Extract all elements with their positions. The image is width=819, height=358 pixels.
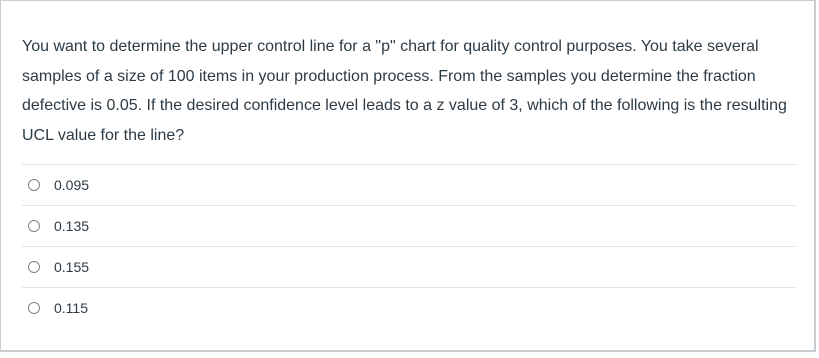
answer-label: 0.155 [54, 259, 90, 275]
radio-button[interactable] [28, 261, 40, 273]
answer-option-4[interactable] [22, 287, 796, 328]
answer-option-2[interactable] [22, 205, 796, 246]
answer-label: 0.115 [54, 300, 88, 316]
answer-option-3[interactable] [22, 246, 796, 287]
answer-list [22, 164, 796, 328]
answer-label: 0.095 [54, 177, 90, 193]
radio-button[interactable] [28, 179, 40, 191]
question-text: You want to determine the upper control line for a "p" chart for quality control purposes. You take several samples of a size of 100 items in your production process. From the samples you determine the fraction defective is 0.05. If the desired confidence level leads to a z value of 3, which of the following is the resulting UCL value for the line? [22, 38, 787, 144]
answer-label: 0.135 [54, 218, 90, 234]
answer-option-1[interactable] [22, 164, 796, 205]
radio-button[interactable] [28, 302, 40, 314]
radio-button[interactable] [28, 220, 40, 232]
